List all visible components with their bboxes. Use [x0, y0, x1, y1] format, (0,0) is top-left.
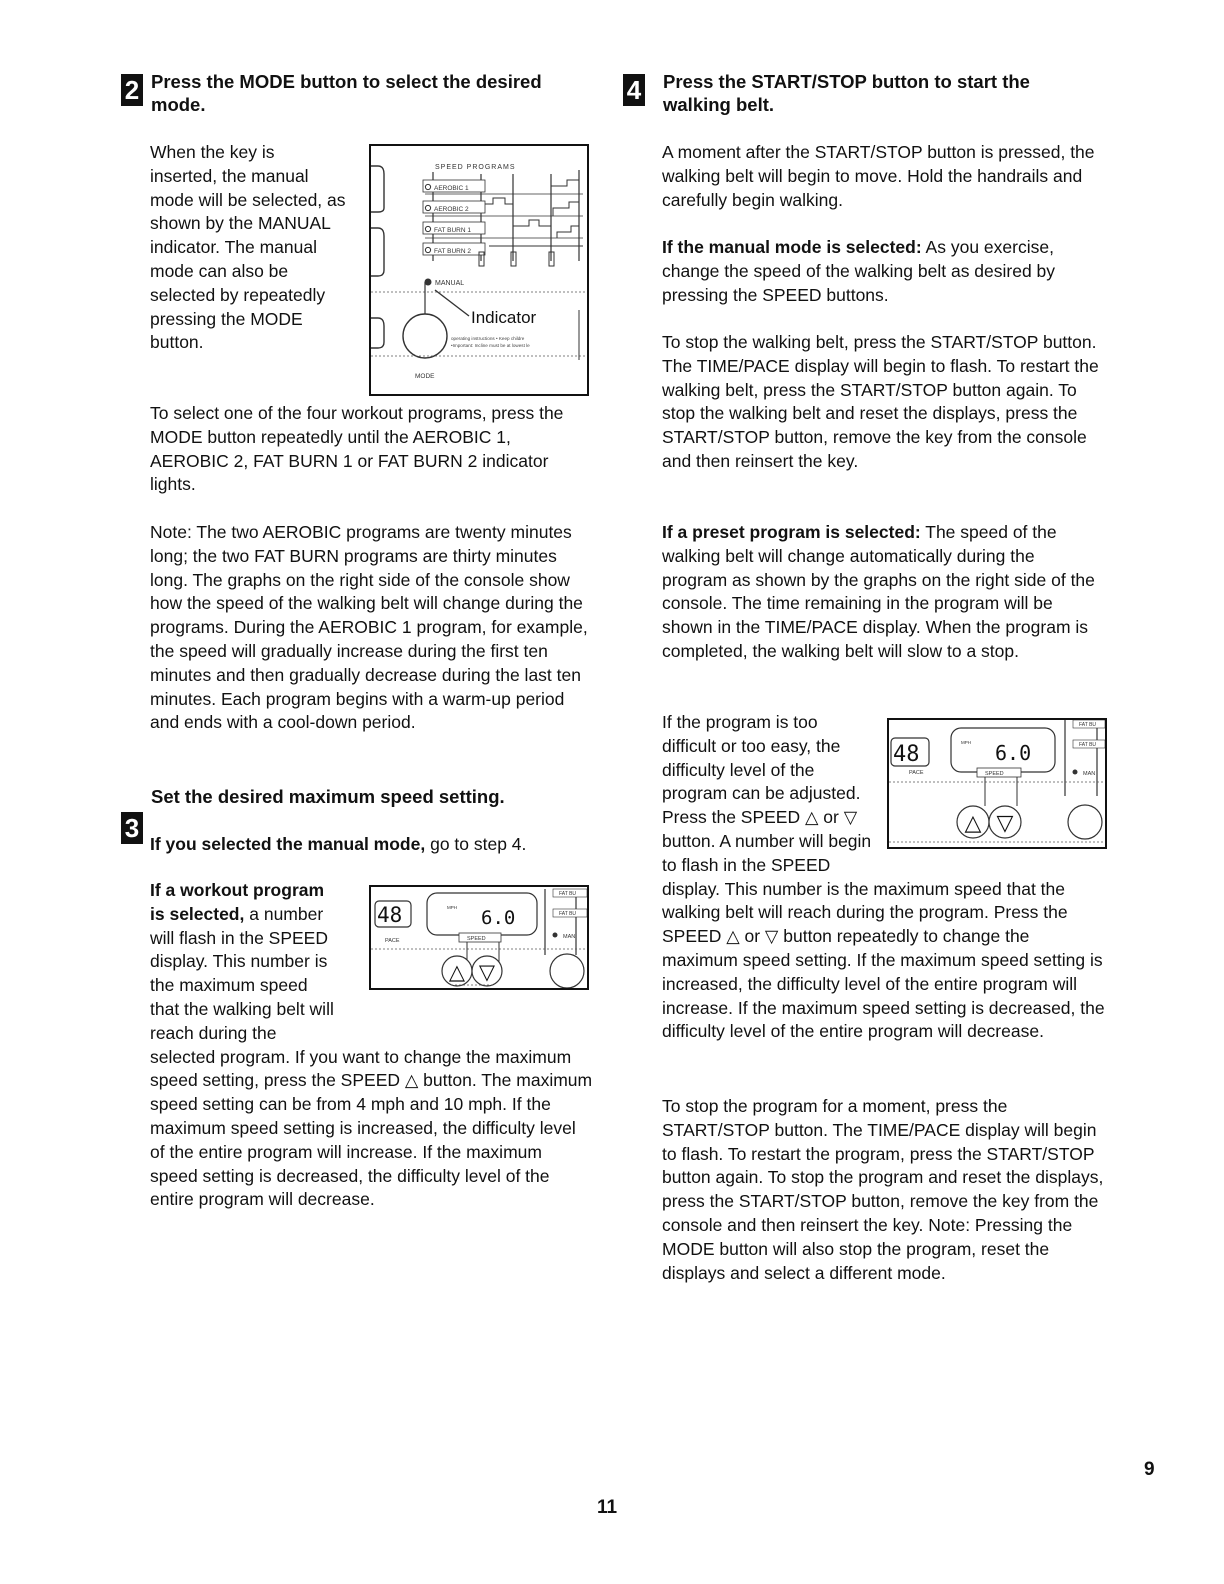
speed-down-symbol-right: ▽	[996, 811, 1014, 836]
manual-label: MAN	[563, 934, 576, 940]
step-3-heading: Set the desired maximum speed setting.	[151, 786, 505, 807]
step-4-manual-lead: If the manual mode is selected:	[662, 237, 922, 257]
step-4-manual-rest: As you exercise, change the speed of the walking belt as desired by pressing the SPEED buttons.	[662, 237, 1056, 305]
speed-up-symbol: △	[448, 960, 466, 984]
fat-burn-label-top: FAT BU	[559, 891, 577, 897]
mode-button-icon	[403, 314, 447, 358]
speed-programs-diagram	[371, 146, 587, 394]
step-4-difficulty-text	[662, 711, 1108, 1044]
step-2-intro: When the key is inserted, the manual mode will be selected, as shown by the MANUAL indicator. The manual mode can also be selected by repeatedly pressing the MODE button.	[150, 142, 346, 353]
step-4-stop-belt-text: To stop the walking belt, press the START/STOP button. The TIME/PACE display will begin to flash. To restart the walking belt, press the START/STOP button again. To stop the walking belt and reset the displays, press the START/STOP button, remove the key from the console and then reinsert the key.	[662, 332, 1099, 471]
step-4-heading: Press the START/STOP button to start the walking belt.	[663, 71, 1030, 115]
step-3-manual-lead: If you selected the manual mode,	[150, 834, 426, 854]
step-2-programs-text: To select one of the four workout programs, press the MODE button repeatedly until the AEROBIC 1, AEROBIC 2, FAT BURN 1 or FAT BURN 2 indicator lights.	[150, 403, 564, 495]
pace-display-value-right: 48	[893, 742, 920, 767]
speed-display-value-right: 6.0	[995, 741, 1032, 765]
mph-label: MPH	[447, 905, 457, 910]
pace-display-value: 48	[377, 903, 403, 927]
program-label-fat-burn-1: FAT BURN 1	[434, 227, 471, 234]
speed-label: SPEED	[467, 936, 486, 942]
step-3-workout-lead: If a workout program is selected,	[150, 880, 325, 924]
program-label-aerobic-1: AEROBIC 1	[434, 185, 469, 192]
step-4-start-text: A moment after the START/STOP button is pressed, the walking belt will begin to move. Hold the handrails and carefully begin walking.	[662, 142, 1095, 210]
pace-label: PACE	[385, 938, 400, 944]
manual-indicator-label: MANUAL	[435, 280, 465, 287]
step-4-preset-rest: The speed of the walking belt will change automatically during the program as shown by the graphs on the right side of the console. The time remaining in the program will be shown in the TIME/PACE display. When the program is completed, the walking belt will slow to a stop.	[662, 522, 1095, 661]
speed-programs-figure	[369, 144, 589, 396]
step-2-heading: Press the MODE button to select the desired mode.	[151, 71, 542, 115]
step-4-preset-text	[662, 521, 1104, 664]
manual-label-right: MAN	[1083, 771, 1096, 777]
fineprint-line-2: •Important: Incline must be at lowest le	[451, 343, 530, 348]
step-4-preset-lead: If a preset program is selected:	[662, 522, 921, 542]
fat-burn-label-mid: FAT BU	[559, 911, 577, 917]
step-3-manual-rest: go to step 4.	[425, 834, 527, 854]
mode-button-label: MODE	[415, 373, 435, 380]
step-2-note: Note: The two AEROBIC programs are twenty minutes long; the two FAT BURN programs are thirty minutes long. The graphs on the right side of the console show how the speed of the walking belt will change during the programs. During the AEROBIC 1 program, for example, the speed will gradually increase during the first ten minutes and then gradually decrease during the last ten minutes. Each program begins with a warm-up period and ends with a cool-down period.	[150, 522, 588, 733]
step-3-workout-float-spacer	[334, 879, 594, 1026]
fat-burn-label-top-right: FAT BU	[1079, 722, 1097, 728]
indicator-callout: Indicator	[471, 308, 537, 327]
step-3-number: 3	[121, 812, 143, 844]
speed-down-symbol: ▽	[478, 960, 496, 984]
speed-display-value: 6.0	[481, 907, 516, 929]
step-4-difficulty-float-spacer	[872, 711, 1108, 861]
mph-label-right: MPH	[961, 740, 971, 745]
speed-up-symbol-right: △	[964, 811, 982, 836]
step-3-workout-rest: a number will flash in the SPEED display. This number is the maximum speed that the walking belt will reach during the selected program. If you want to change the maximum speed setting, press the SPEED △ button. The maximum speed setting can be from 4 mph and 10 mph. If the maximum speed setting is increased, the difficulty level of the entire program will increase. If the maximum speed setting is decreased, the difficulty level of the entire program will decrease.	[150, 903, 593, 1210]
step-4-stop-program-text: To stop the program for a moment, press the START/STOP button. The TIME/PACE display will begin to flash. To restart the program, press the START/STOP button again. To stop the program and reset the displays, press the START/STOP button, remove the key from the console and then reinsert the key. Note: Pressing the MODE button will also stop the program, reset the displays and select a different mode.	[662, 1096, 1104, 1283]
indicator-pointer	[435, 290, 469, 316]
speed-programs-title: SPEED PROGRAMS	[435, 164, 516, 171]
step-3-workout-text	[150, 879, 594, 1212]
fineprint-line-1: operating instructions • Keep childre	[451, 336, 525, 341]
step-2-number: 2	[121, 74, 143, 106]
step-4-manual-text	[662, 236, 1110, 307]
step-4-number: 4	[623, 74, 645, 106]
pace-label-right: PACE	[909, 770, 924, 776]
bottom-page-number: 11	[597, 1497, 618, 1518]
program-label-fat-burn-2: FAT BURN 2	[434, 248, 471, 255]
side-page-number: 9	[1144, 1459, 1155, 1480]
step-4-difficulty-body: If the program is too difficult or too easy, the difficulty level of the program can be adjusted. Press the SPEED △ or ▽ button. A number will begin to flash in the SPEED display. This number is the maximum speed that the walking belt will reach during the program. Press the SPEED △ or ▽ button repeatedly to change the maximum speed setting. If the maximum speed setting is increased, the difficulty level of the entire program will increase. If the maximum speed setting is decreased, the difficulty level of the entire program will decrease.	[662, 712, 1105, 1042]
fat-burn-label-mid-right: FAT BU	[1079, 742, 1097, 748]
program-label-aerobic-2: AEROBIC 2	[434, 206, 469, 213]
step-3-manual-note	[150, 833, 590, 857]
speed-label-right: SPEED	[985, 771, 1004, 777]
